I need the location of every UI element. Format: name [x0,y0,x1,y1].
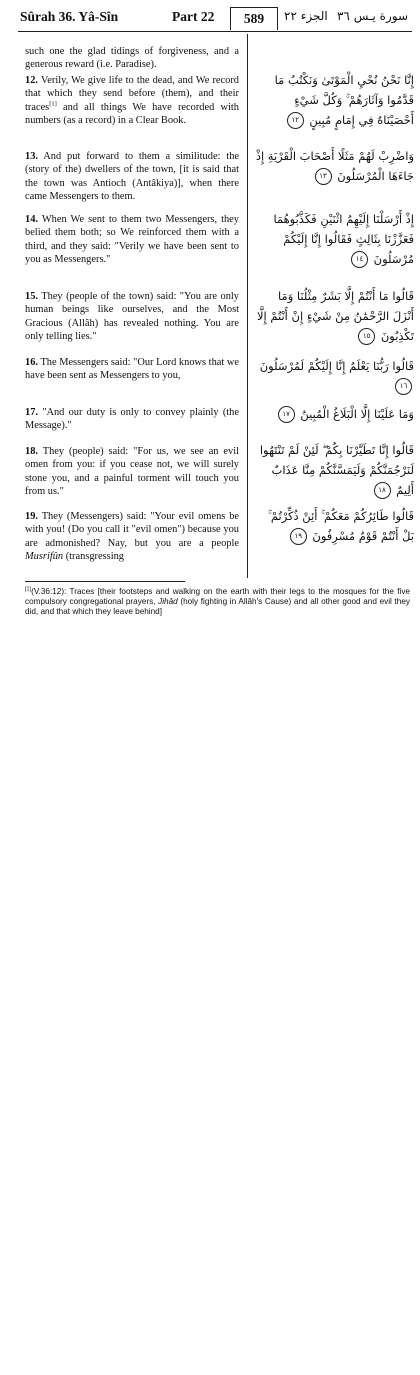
footnote-marker: [1] [25,586,32,593]
verse-16-arabic [254,356,414,396]
verse-term: Musrifûn [25,551,64,563]
verse-number: 13. [25,151,38,162]
footnote-reference[interactable]: [1] [49,100,57,108]
verse-13-arabic [254,146,414,186]
surah-title-english: Sûrah 36. Yâ-Sîn [20,9,119,24]
arabic-text: إِذْ أَرْسَلْنَا إِلَيْهِمُ اثْنَيْنِ فَكَذَّبُوهُمَا فَعَزَّزْنَا بِثَالِثٍ فَقَالُوا إِنَّا إِلَيْكُمْ مُرْسَلُونَ [273,212,414,266]
verse-number: 12. [25,75,38,86]
arabic-text: قَالُوا طَائِرُكُمْ مَعَكُمْ ۚ أَئِنْ ذُكِّرْتُمْ ۚ بَلْ أَنْتُمْ قَوْمٌ مُسْرِفُونَ [267,509,414,543]
footnote-text: (V.36:12): Traces [their footsteps and walking on the earth with their legs to the mosques for the five compulsory congregational prayers, [25,587,410,607]
part-label-arabic: الجزء ٢٢ [284,9,328,23]
footnote-term: Jihâd [158,597,178,607]
verse-text: such one the glad tidings of forgiveness, and a generous reward (i.e. Paradise). [25,46,239,71]
ayah-number-marker: ١٢ [287,112,304,129]
ayah-number-marker: ١٦ [395,378,412,395]
verse-text: (transgressing [63,551,124,563]
ayah-number-marker: ١٧ [278,406,295,423]
footnote-text: (holy fighting in Allâh's Cause) and all other good and evil they did, and that which they leave behind] [25,597,410,617]
verse-number: 17. [25,407,38,418]
verse-text: They (people of the town) said: "You are only human beings like ourselves, and the Most Gracious (Allâh) has revealed nothing. You are only telling lies." [25,291,239,343]
arabic-text: قَالُوا مَا أَنْتُمْ إِلَّا بَشَرٌ مِثْلُنَا وَمَا أَنْزَلَ الرَّحْمَٰنُ مِنْ شَيْءٍ إِنْ أَنْتُمْ إِلَّا تَكْذِبُونَ [256,289,414,343]
page-number: 589 [230,7,278,30]
verse-text: and all things We have recorded with numbers (as a record) in a Clear Book. [25,101,239,127]
verse-number: 14. [25,214,38,225]
verse-text: "And our duty is only to convey plainly (the Message)." [25,407,239,432]
verse-13-english [25,150,239,204]
column-divider [247,34,248,578]
verse-18-english [25,445,239,499]
verse-text: Verily, We give life to the dead, and We record that which they send before (them), and their traces [25,75,239,113]
surah-title-arabic: سورة يـس ٣٦ [336,9,408,23]
verse-17-arabic [254,404,414,424]
arabic-text: وَمَا عَلَيْنَا إِلَّا الْبَلَاغُ الْمُبِينُ [300,407,414,421]
verse-number: 18. [25,446,38,457]
arabic-text: قَالُوا رَبُّنَا يَعْلَمُ إِنَّا إِلَيْكُمْ لَمُرْسَلُونَ [259,359,414,373]
ayah-number-marker: ١٤ [351,251,368,268]
verse-number: 15. [25,291,38,302]
footnote [25,587,410,618]
verse-text: The Messengers said: "Our Lord knows that we have been sent as Messengers to you, [25,357,239,382]
arabic-text: وَاضْرِبْ لَهُمْ مَثَلًا أَصْحَابَ الْقَرْيَةِ إِذْ جَاءَهَا الْمُرْسَلُونَ [255,149,414,183]
verse-12-arabic [254,70,414,130]
part-label: Part 22 [172,9,215,24]
verse-12-english [25,74,239,128]
header-rule [18,31,412,32]
ayah-number-marker: ١٣ [315,168,332,185]
ayah-number-marker: ١٥ [358,328,375,345]
verse-19-arabic [254,506,414,546]
verse-14-english [25,213,239,267]
ayah-number-marker: ١٨ [374,482,391,499]
footnote-rule [25,581,185,582]
verse-15-english [25,290,239,344]
page-header [18,6,412,32]
ayah-number-marker: ١٩ [290,528,307,545]
verse-number: 16. [25,357,38,368]
verse-16-english [25,356,239,383]
verse-15-arabic [254,286,414,346]
verse-14-arabic [254,209,414,269]
verse-text: They (Messengers) said: "Your evil omens be with you! (Do you call it "evil omen") because you are admonished? Nay, but you are a people [25,511,239,549]
verse-number: 19. [25,511,38,522]
verse-11-continuation [25,45,239,72]
verse-19-english [25,510,239,564]
arabic-text: إِنَّا نَحْنُ نُحْيِ الْمَوْتَىٰ وَنَكْتُبُ مَا قَدَّمُوا وَآثَارَهُمْ ۚ وَكُلَّ شَيْءٍ أَحْصَيْنَاهُ فِي إِمَامٍ مُبِينٍ [274,73,414,127]
verse-18-arabic [254,440,414,500]
arabic-text: قَالُوا إِنَّا تَطَيَّرْنَا بِكُمْ ۖ لَئِنْ لَمْ تَنْتَهُوا لَنَرْجُمَنَّكُمْ وَلَيَمَسَّنَّكُمْ مِنَّا عَذَابٌ أَلِيمٌ [259,443,414,497]
verse-text: When We sent to them two Messengers, they belied them both; so We reinforced them with a third, and they said: "Verily we have been sent to you as Messengers." [25,214,239,266]
verse-text: And put forward to them a similitude: the (story of the) dwellers of the town, [it is said that the town was Antioch (Antâkiya)], when there came Messengers to them. [25,151,239,203]
verse-17-english [25,406,239,433]
verse-text: They (people) said: "For us, we see an evil omen from you: if you cease not, we will surely stone you, and a painful torment will touch you from us." [25,446,240,498]
